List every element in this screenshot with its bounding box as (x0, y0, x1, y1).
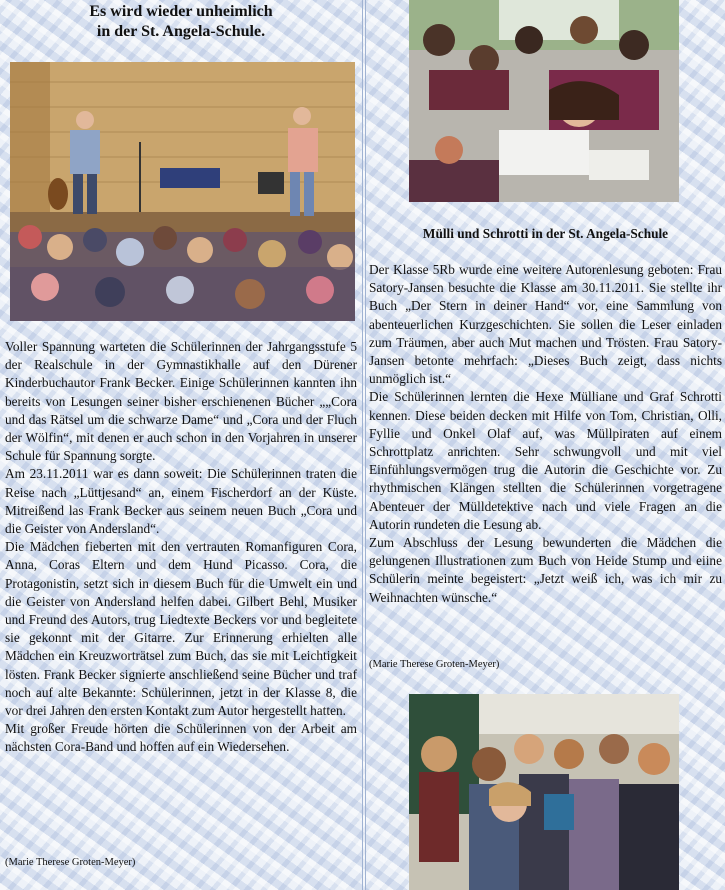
right-paragraph: Zum Abschluss der Lesung bewunderten die Mädchen die gelungenen Illustrationen zum Buch von Heide Stump und eiine Schülerin meinte begeistert: „Jetzt weiß ich, was ich mir zu Weihnachten wünsche.“ (369, 535, 722, 605)
left-paragraph: Am 23.11.2011 war es dann soweit: Die Schülerinnen traten die Reise nach „Lüttjesand“ an, einem Fischerdorf an der Küste. Mitreißend las Frank Becker aus seinem neuen Buch „Cora und die Geister von Andersland“. (5, 466, 357, 537)
right-article-body (369, 261, 722, 607)
photo-students-writing-floor (409, 0, 679, 202)
title-line-2: in der St. Angela-Schule. (96, 23, 266, 40)
right-paragraph: Die Schülerinnen lernten die Hexe Mülliane und Graf Schrotti kennen. Diese beiden decken mit Hilfe von Tom, Christian, Olli, Fyllie und Onkel Olaf auf, was Müllpiraten auf einem Schrottplatz anrichten. Sehr schwungvoll und mit viel Einfühlungsvermögen trug die Autorin die Geschichte vor. Zu rhythmischen Klängen stellten die Schülerinnen vorgetragene Abenteuer der Mülldetektive nach und viele Fragen an die Autorin rundeten die Lesung ab. (369, 389, 722, 532)
left-paragraph: Mit großer Freude hörten die Schülerinnen von der Arbeit am nächsten Cora-Band und hoffen auf ein Wiedersehen. (5, 721, 357, 755)
photo-author-reading-gym (10, 62, 355, 321)
left-paragraph: Die Mädchen fieberten mit den vertrauten Romanfiguren Cora, Anna, Coras Eltern und dem Hund Picasso. Cora, die Protagonistin, setzt sich in diesem Buch für die Umwelt ein und die Geister von Andersland helfen dabei. Gilbert Behl, Musiker und Freund des Autors, trug Liedtexte Beckers vor und begleitete sie gekonnt mit der Gitarre. Zur Erinnerung erhielten alle Mädchen ein Kreuzworträtsel zum Buch, das sie mit Leichtigkeit lösten. Frank Becker signierte anschließend seine Bücher und traf noch auf alte Bekannte: Schülerinnen, jetzt in der Klasse 8, die vor drei Jahren den ersten Kontakt zum Autor hergestellt hatten. (5, 539, 357, 719)
left-author-credit: (Marie Therese Groten-Meyer) (5, 857, 136, 868)
left-paragraph: Voller Spannung warteten die Schülerinnen der Jahrgangsstufe 5 der Realschule in der Gymnastikhalle auf den Dürener Kinderbuchautor Frank Becker. Einige Schülerinnen kannten ihn bereits von Lesungen seiner bisher erschienenen Bücher „„Cora und das Rätsel um die schwarze Dame“ und „Cora und der Fluch der Wölfin“, mit denen er auch schon in den Vorjahren in unserer Schule für Spannung sorgte. (5, 339, 357, 464)
title-line-1: Es wird wieder unheimlich (89, 3, 273, 20)
right-author-credit: (Marie Therese Groten-Meyer) (369, 659, 500, 670)
left-column (0, 0, 362, 890)
photo-students-with-book (409, 694, 679, 890)
right-column (366, 0, 725, 890)
left-article-body (5, 338, 357, 757)
right-paragraph: Der Klasse 5Rb wurde eine weitere Autorenlesung geboten: Frau Satory-Jansen besuchte die Klasse am 30.11.2011. Sie stellte ihr Buch „Der Stern in deiner Hand“ vor, eine Sammlung von abenteuerlichen Kurzgeschichten. Sie sollen die Leser einladen zum Träumen, aber auch Mut machen und Trösten. Frau Satory-Jansen betonte mehrfach: „Dieses Buch zeigt, dass nichts unmöglich ist.“ (369, 262, 722, 387)
article-title-left (0, 2, 362, 42)
article-title-right: Mülli und Schrotti in der St. Angela-Schule (422, 226, 669, 241)
